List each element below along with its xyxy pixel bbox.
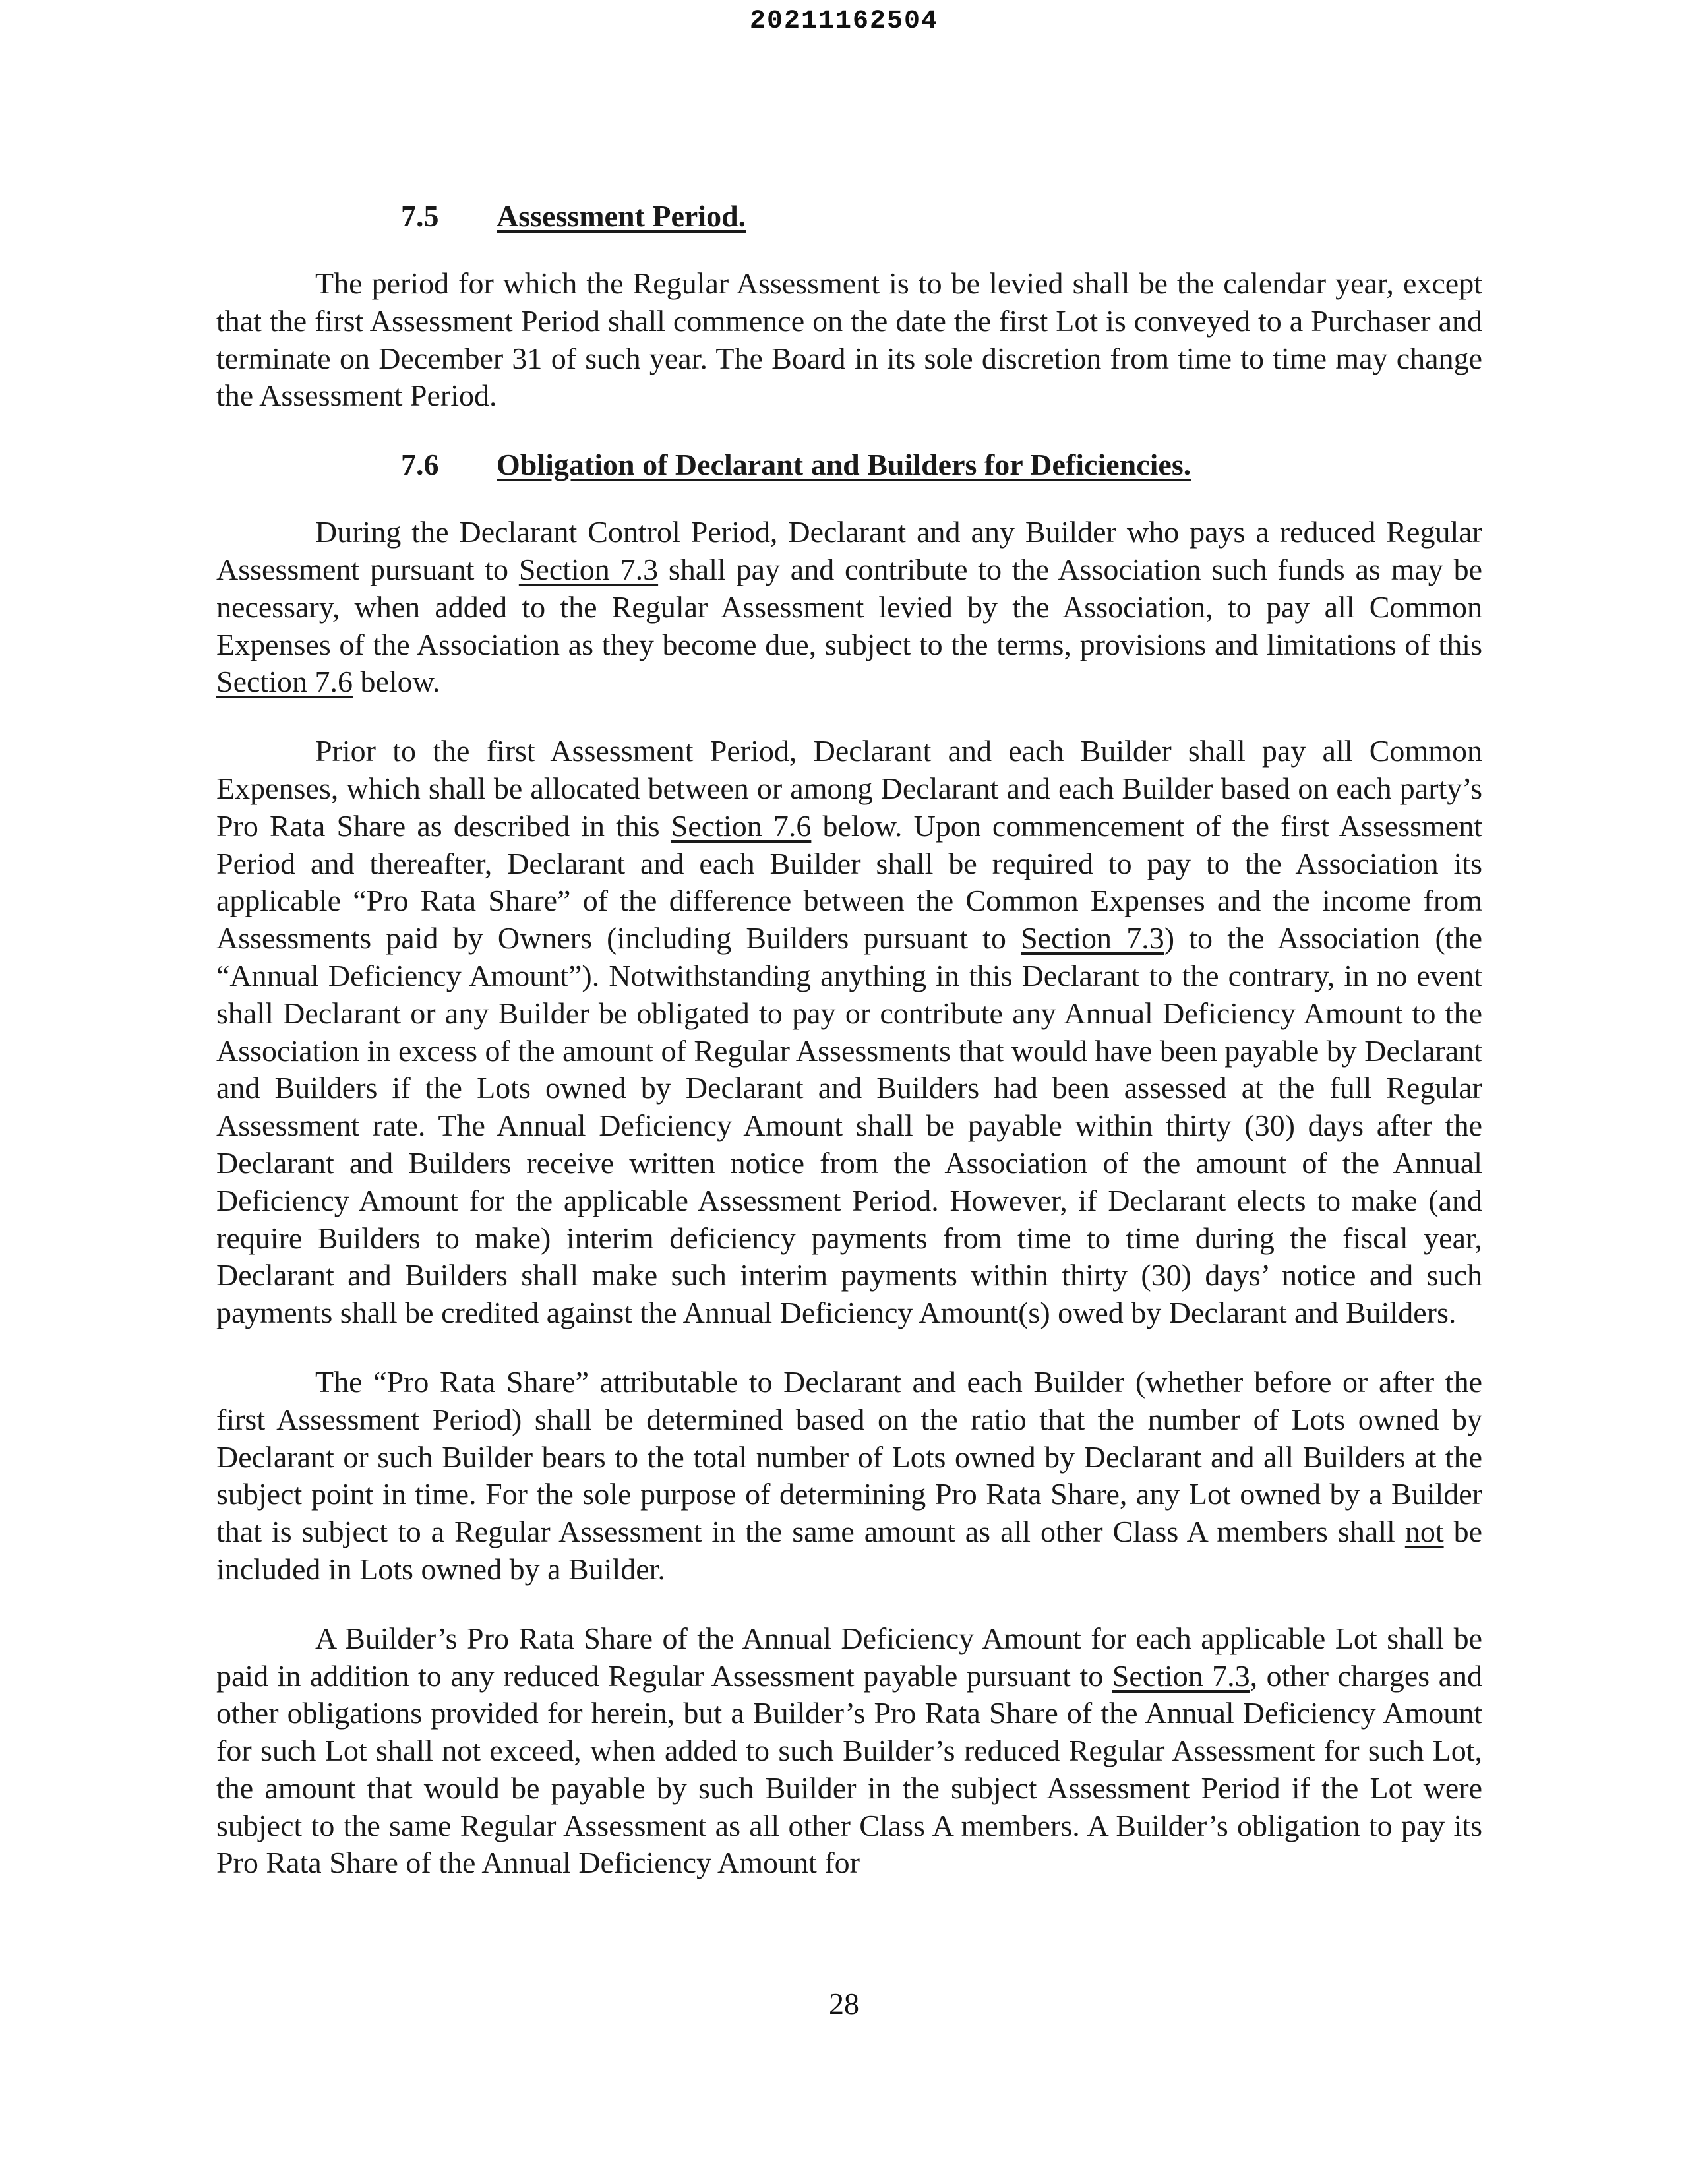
text-run: below. Upon commencement of the first Assessment Period and thereafter, Declarant and each Builder shall be required to pay to the Association its applicable “Pro Rata Share” of the difference between the Common Expenses and the income from Assessments paid by Owners (including Builders pursuant to <box>216 808 1482 956</box>
section-reference: Section 7.3 <box>1021 921 1164 956</box>
section-reference: Section 7.6 <box>216 665 353 699</box>
section-title: Obligation of Declarant and Builders for Deficiencies. <box>497 448 1191 482</box>
paragraph-pro-rata-share <box>216 1364 1482 1589</box>
paragraph-prior-to-first-period <box>216 733 1482 1332</box>
text-run: shall pay and contribute to the Association such funds as may be necessary, when added to the Regular Assessment levied by the Association, to pay all Common Expenses of the Association as they become due, subject to the terms, provisions and limitations of this <box>216 552 1482 661</box>
section-number: 7.6 <box>401 448 439 482</box>
page-number: 28 <box>829 1987 859 2020</box>
section-heading-7-6 <box>216 446 1482 483</box>
page-body <box>216 198 1482 1914</box>
section-heading-7-5 <box>216 198 1482 235</box>
text-run: below. <box>352 665 440 699</box>
text-run: A Builder’s Pro Rata Share of the Annual Deficiency Amount for each applicable Lot shall be paid in addition to any reduced Regular Assessment payable pursuant to <box>216 1621 1482 1693</box>
paragraph-assessment-period: The period for which the Regular Assessment is to be levied shall be the calendar year, except that the first Assessment Period shall commence on the date the first Lot is conveyed to a Purchaser and terminate on December 31 of such year. The Board in its sole discretion from time to time may change the Assessment Period. <box>216 266 1482 413</box>
paragraph-builder-pro-rata-share <box>216 1620 1482 1883</box>
section-reference: Section 7.3 <box>1112 1658 1250 1693</box>
text-run: During the Declarant Control Period, Declarant and any Builder who pays a reduced Regular Assessment pursuant to <box>216 515 1482 586</box>
section-number: 7.5 <box>401 199 439 233</box>
document-number: 20211162504 <box>749 7 939 36</box>
section-title: Assessment Period. <box>497 199 746 233</box>
section-reference: Section 7.3 <box>518 552 659 586</box>
text-run: The “Pro Rata Share” attributable to Declarant and each Builder (whether before or after the first Assessment Period) shall be determined based on the ratio that the number of Lots owned by Declarant or such Builder bears to the total number of Lots owned by Declarant and all Builders at the subject point in time. For the sole purpose of determining Pro Rata Share, any Lot owned by a Builder that is subject to a Regular Assessment in the same amount as all other Class A members shall <box>216 1364 1482 1549</box>
text-run: , other charges and other obligations provided for herein, but a Builder’s Pro Rata Share of the Annual Deficiency Amount for such Lot shall not exceed, when added to such Builder’s reduced Regular Assessment for such Lot, the amount that would be payable by such Builder in the subject Assessment Period if the Lot were subject to the same Regular Assessment as all other Class A members. A Builder’s obligation to pay its Pro Rata Share of the Annual Deficiency Amount for <box>216 1658 1482 1880</box>
text-run: Prior to the first Assessment Period, Declarant and each Builder shall pay all Common Expenses, which shall be allocated between or among Declarant and each Builder based on each party’s Pro Rata Share as described in this <box>216 734 1482 843</box>
emphasis-not: not <box>1404 1515 1444 1549</box>
paragraph-declarant-control-period <box>216 514 1482 701</box>
text-run: be included in Lots owned by a Builder. <box>216 1515 1482 1586</box>
section-reference: Section 7.6 <box>671 808 812 843</box>
text-run: ) to the Association (the “Annual Deficiency Amount”). Notwithstanding anything in this Declarant to the contrary, in no event shall Declarant or any Builder be obligated to pay or contribute any Annual Deficiency Amount to the Association in excess of the amount of Regular Assessments that would have been payable by Declarant and Builders if the Lots owned by Declarant and Builders had been assessed at the full Regular Assessment rate. The Annual Deficiency Amount shall be payable within thirty (30) days after the Declarant and Builders receive written notice from the Association of the amount of the Annual Deficiency Amount for the applicable Assessment Period. However, if Declarant elects to make (and require Builders to make) interim deficiency payments from time to time during the fiscal year, Declarant and Builders shall make such interim payments within thirty (30) days’ notice and such payments shall be credited against the Annual Deficiency Amount(s) owed by Declarant and Builders. <box>216 921 1482 1330</box>
